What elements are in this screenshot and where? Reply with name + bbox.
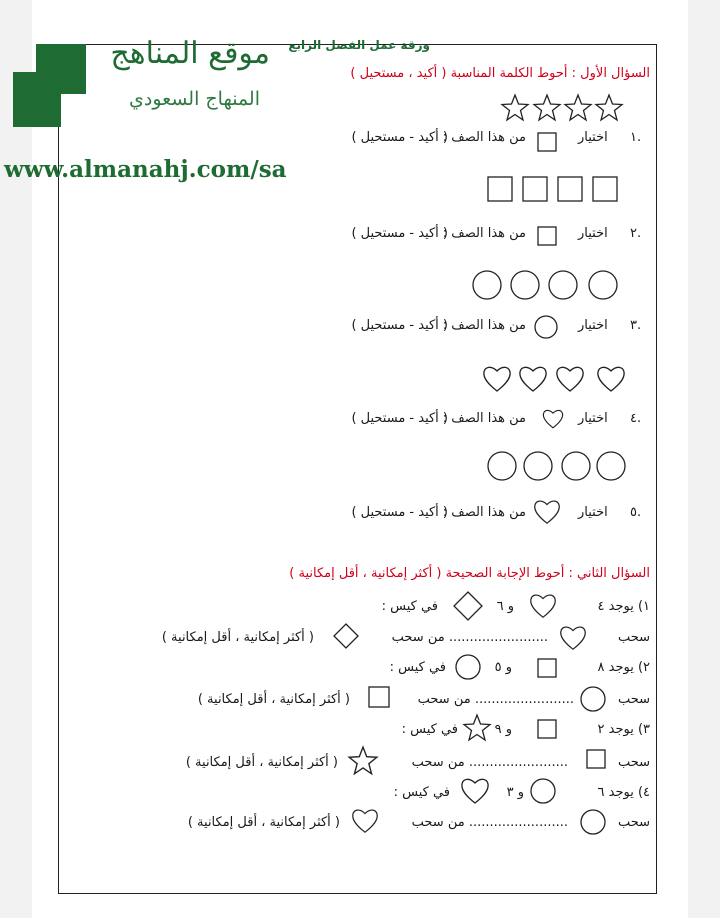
q4-number: ٤. bbox=[630, 411, 642, 426]
circle-icon bbox=[487, 451, 517, 481]
heart-icon bbox=[518, 364, 548, 394]
q1-number: ١. bbox=[630, 130, 642, 145]
circle-icon bbox=[510, 270, 540, 300]
q4-tail: من هذا الصف : bbox=[442, 411, 526, 426]
s2-q1-and: و ٦ bbox=[496, 599, 514, 614]
square-icon bbox=[537, 226, 557, 246]
s2-q3-from-draw[interactable]: ........................ من سحب bbox=[411, 755, 568, 770]
heart-icon bbox=[533, 498, 561, 526]
q2-tail: من هذا الصف : bbox=[442, 226, 526, 241]
square-icon bbox=[522, 176, 548, 202]
square-icon bbox=[537, 132, 557, 152]
heart-icon bbox=[559, 624, 587, 652]
s2-q3-and: و ٩ bbox=[494, 722, 512, 737]
circle-icon bbox=[534, 315, 558, 339]
square-icon bbox=[537, 658, 557, 678]
q4-options[interactable]: ( أكيد - مستحيل ) bbox=[351, 411, 448, 426]
heart-icon bbox=[529, 592, 557, 620]
q1-options[interactable]: ( أكيد - مستحيل ) bbox=[351, 130, 448, 145]
circle-icon bbox=[548, 270, 578, 300]
q5-tail: من هذا الصف : bbox=[442, 505, 526, 520]
s2-q3-in-bag: في كيس : bbox=[401, 722, 458, 737]
s2-q2-and: و ٥ bbox=[494, 660, 512, 675]
q1-tail: من هذا الصف : bbox=[442, 130, 526, 145]
star-icon bbox=[594, 93, 624, 123]
s2-q1-from-draw[interactable]: ........................ من سحب bbox=[391, 630, 548, 645]
heart-icon bbox=[555, 364, 585, 394]
s2-q3-draw: سحب bbox=[617, 755, 650, 770]
square-icon bbox=[368, 686, 390, 708]
site-subtitle: المنهاج السعودي bbox=[129, 88, 260, 110]
circle-icon bbox=[580, 686, 606, 712]
square-icon bbox=[487, 176, 513, 202]
diamond-icon bbox=[332, 622, 360, 650]
s2-q2-draw: سحب bbox=[617, 692, 650, 707]
square-icon bbox=[537, 719, 557, 739]
circle-icon bbox=[561, 451, 591, 481]
star-icon bbox=[462, 713, 492, 743]
s2-q4-and: و ٣ bbox=[506, 785, 524, 800]
worksheet-title: ورقة عمل الفصل الرابع bbox=[288, 38, 430, 52]
circle-icon bbox=[588, 270, 618, 300]
s2-q4-options[interactable]: ( أكثر إمكانية ، أقل إمكانية ) bbox=[187, 815, 340, 830]
s2-q2-from-draw[interactable]: ........................ من سحب bbox=[417, 692, 574, 707]
q3-options[interactable]: ( أكيد - مستحيل ) bbox=[351, 318, 448, 333]
section2-heading: السؤال الثاني : أحوط الإجابة الصحيحة ( أكثر إمكانية ، أقل إمكانية ) bbox=[289, 566, 650, 581]
q5-word: اختيار bbox=[578, 505, 608, 520]
s2-q2-label: ٢) يوجد ٨ bbox=[597, 660, 650, 675]
site-title: موقع المناهج bbox=[110, 36, 270, 71]
q5-options[interactable]: ( أكيد - مستحيل ) bbox=[351, 505, 448, 520]
heart-icon bbox=[596, 364, 626, 394]
heart-icon bbox=[542, 408, 564, 430]
square-icon bbox=[592, 176, 618, 202]
heart-icon bbox=[351, 807, 379, 835]
s2-q1-in-bag: في كيس : bbox=[381, 599, 438, 614]
circle-icon bbox=[455, 654, 481, 680]
heart-icon bbox=[482, 364, 512, 394]
square-icon bbox=[557, 176, 583, 202]
star-icon bbox=[500, 93, 530, 123]
q2-number: ٢. bbox=[630, 226, 642, 241]
q1-word: اختيار bbox=[578, 130, 608, 145]
circle-icon bbox=[530, 778, 556, 804]
star-icon bbox=[347, 745, 379, 777]
site-url[interactable]: www.almanahj.com/sa bbox=[4, 156, 287, 183]
s2-q3-label: ٣) يوجد ٢ bbox=[597, 722, 650, 737]
circle-icon bbox=[472, 270, 502, 300]
s2-q1-options[interactable]: ( أكثر إمكانية ، أقل إمكانية ) bbox=[161, 630, 314, 645]
section1-heading: السؤال الأول : أحوط الكلمة المناسبة ( أكيد ، مستحيل ) bbox=[350, 66, 650, 81]
s2-q4-from-draw[interactable]: ........................ من سحب bbox=[411, 815, 568, 830]
q3-tail: من هذا الصف : bbox=[442, 318, 526, 333]
square-icon bbox=[586, 749, 606, 769]
s2-q1-draw: سحب bbox=[617, 630, 650, 645]
circle-icon bbox=[596, 451, 626, 481]
q2-word: اختيار bbox=[578, 226, 608, 241]
star-icon bbox=[563, 93, 593, 123]
s2-q1-label: ١) يوجد ٤ bbox=[597, 599, 650, 614]
circle-icon bbox=[580, 809, 606, 835]
s2-q4-in-bag: في كيس : bbox=[393, 785, 450, 800]
s2-q4-label: ٤) يوجد ٦ bbox=[597, 785, 650, 800]
circle-icon bbox=[523, 451, 553, 481]
q3-word: اختيار bbox=[578, 318, 608, 333]
diamond-icon bbox=[452, 590, 484, 622]
s2-q3-options[interactable]: ( أكثر إمكانية ، أقل إمكانية ) bbox=[185, 755, 338, 770]
q2-options[interactable]: ( أكيد - مستحيل ) bbox=[351, 226, 448, 241]
heart-icon bbox=[460, 776, 490, 806]
s2-q2-options[interactable]: ( أكثر إمكانية ، أقل إمكانية ) bbox=[197, 692, 350, 707]
star-icon bbox=[532, 93, 562, 123]
q3-number: ٣. bbox=[630, 318, 642, 333]
s2-q2-in-bag: في كيس : bbox=[389, 660, 446, 675]
q4-word: اختيار bbox=[578, 411, 608, 426]
q5-number: ٥. bbox=[630, 505, 642, 520]
s2-q4-draw: سحب bbox=[617, 815, 650, 830]
